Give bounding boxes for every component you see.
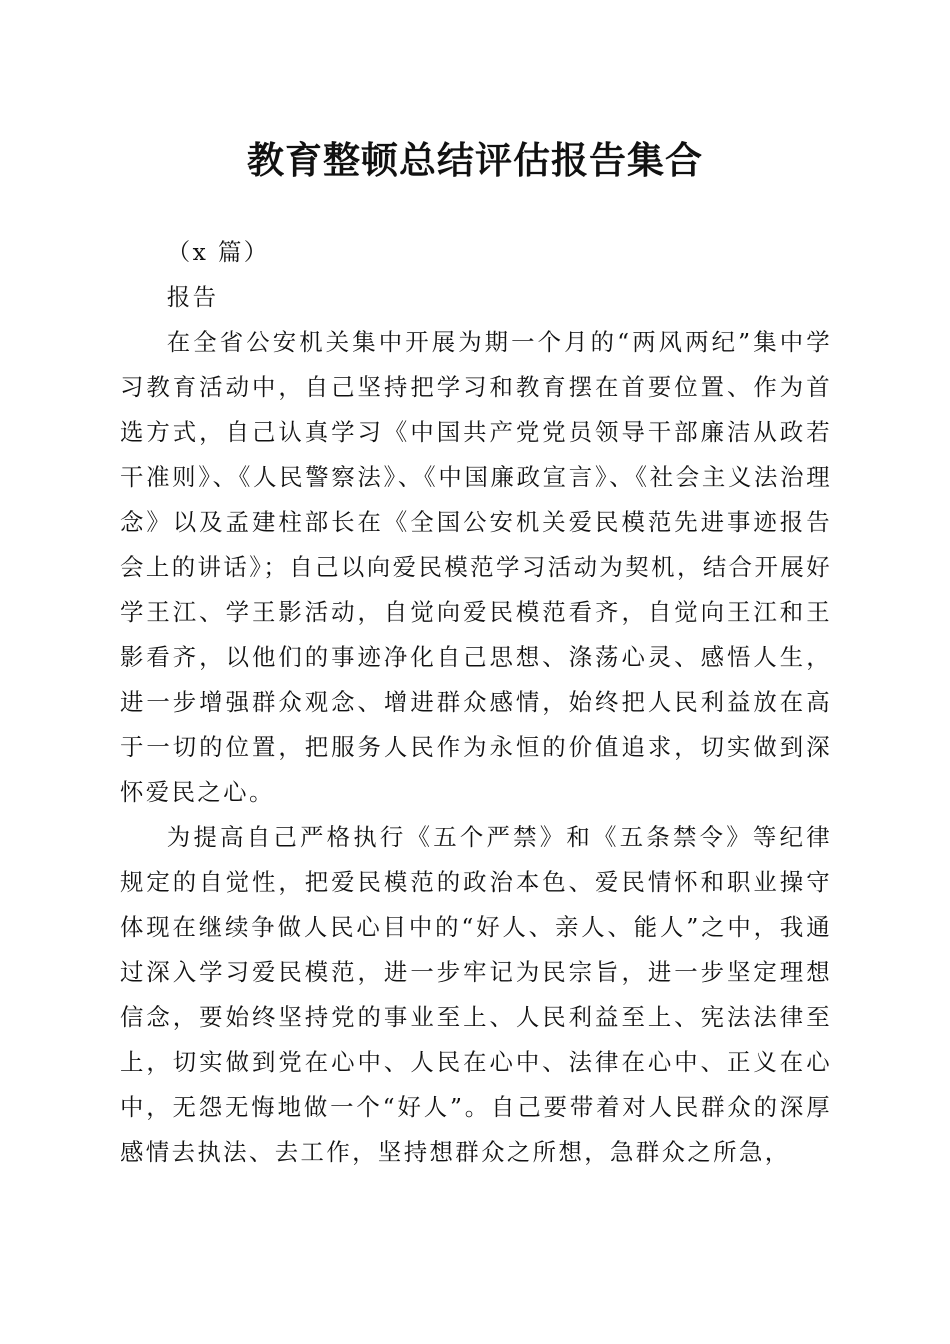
subtitle-count: （x 篇） [166,238,270,266]
paragraph-1: 在全省公安机关集中开展为期一个月的“两风两纪”集中学习教育活动中，自己坚持把学习和教育摆在首要位置、作为首选方式，自己认真学习《中国共产党党员领导干部廉洁从政若干准则》、《人民警察法》、《中国廉政宣言》、《社会主义法治理念》以及孟建柱部长在《全国公安机关爱民模范先进事迹报告会上的讲话》；自己以向爱民模范学习活动为契机，结合开展好学王江、学王影活动，自觉向爱民模范看齐，自觉向王江和王影看齐，以他们的事迹净化自己思想、涤荡心灵、感悟人生，进一步增强群众观念、增进群众感情，始终把人民利益放在高于一切的位置，把服务人民作为永恒的价值追求，切实做到深怀爱民之心。 [120,328,832,806]
page-title: 教育整顿总结评估报告集合 [247,138,703,182]
paragraph-2: 为提高自己严格执行《五个严禁》和《五条禁令》等纪律规定的自觉性，把爱民模范的政治本色、爱民情怀和职业操守体现在继续争做人民心目中的“好人、亲人、能人”之中，我通过深入学习爱民模范，进一步牢记为民宗旨，进一步坚定理想信念，要始终坚持党的事业至上、人民利益至上、宪法法律至上，切实做到党在心中、人民在心中、法律在心中、正义在心中，无怨无悔地做一个“好人”。自己要带着对人民群众的深厚感情去执法、去工作，坚持想群众之所想，急群众之所急， [120,823,832,1166]
document-body [120,230,832,1175]
section-label: 报告 [166,283,219,311]
